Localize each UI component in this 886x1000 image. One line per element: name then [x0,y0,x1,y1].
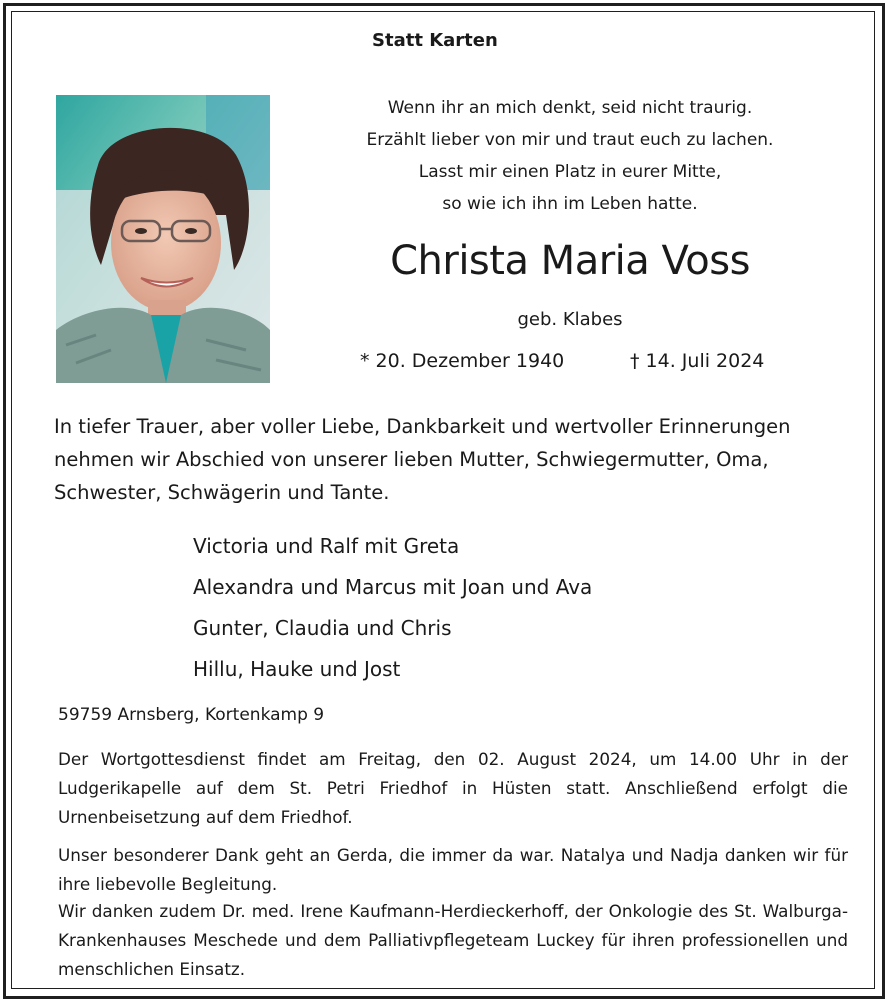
thanks-paragraph: Unser besonderer Dank geht an Gerda, die immer da war. Natalya und Nadja danken wir für ihre liebevolle Begleitung. [58,845,848,894]
header-statt-karten: Statt Karten [372,30,498,51]
maiden-name: geb. Klabes [517,309,623,330]
poem-line: Erzählt lieber von mir und traut euch zu lachen. [366,130,774,150]
poem-line: Wenn ihr an mich denkt, seid nicht traurig. [387,98,753,118]
birth-date: * 20. Dezember 1940 [360,350,565,372]
intro-paragraph: In tiefer Trauer, aber voller Liebe, Dankbarkeit und wertvoller Erinnerungen nehmen wir Abschied von unserer lieben Mutter, Schwiegermutter, Oma, Schwester, Schwägerin und Tante. [54,415,791,504]
deceased-name: Christa Maria Voss [390,238,750,284]
family-line: Alexandra und Marcus mit Joan und Ava [193,575,593,599]
family-line: Victoria und Ralf mit Greta [193,534,460,558]
address: 59759 Arnsberg, Kortenkamp 9 [58,705,325,725]
poem-line: Lasst mir einen Platz in eurer Mitte, [418,162,722,182]
family-line: Gunter, Claudia und Chris [193,616,452,640]
death-date: † 14. Juli 2024 [630,350,765,372]
portrait-photo [56,95,270,383]
poem [330,92,810,220]
service-paragraph: Der Wortgottesdienst findet am Freitag, den 02. August 2024, um 14.00 Uhr in der Ludgerikapelle auf dem St. Petri Friedhof in Hüsten statt. Anschließend erfolgt die Urnenbeisetzung auf dem Friedhof. [58,749,848,827]
family-line: Hillu, Hauke und Jost [193,657,401,681]
thanks-paragraph-2: Wir danken zudem Dr. med. Irene Kaufmann-Herdieckerhoff, der Onkologie des St. Walburga-Krankenhauses Meschede und dem Palliativpflegeteam Luckey für ihren professionellen und menschlichen Einsatz. [58,901,848,979]
poem-line: so wie ich ihn im Leben hatte. [442,194,698,214]
family-list [193,526,592,690]
